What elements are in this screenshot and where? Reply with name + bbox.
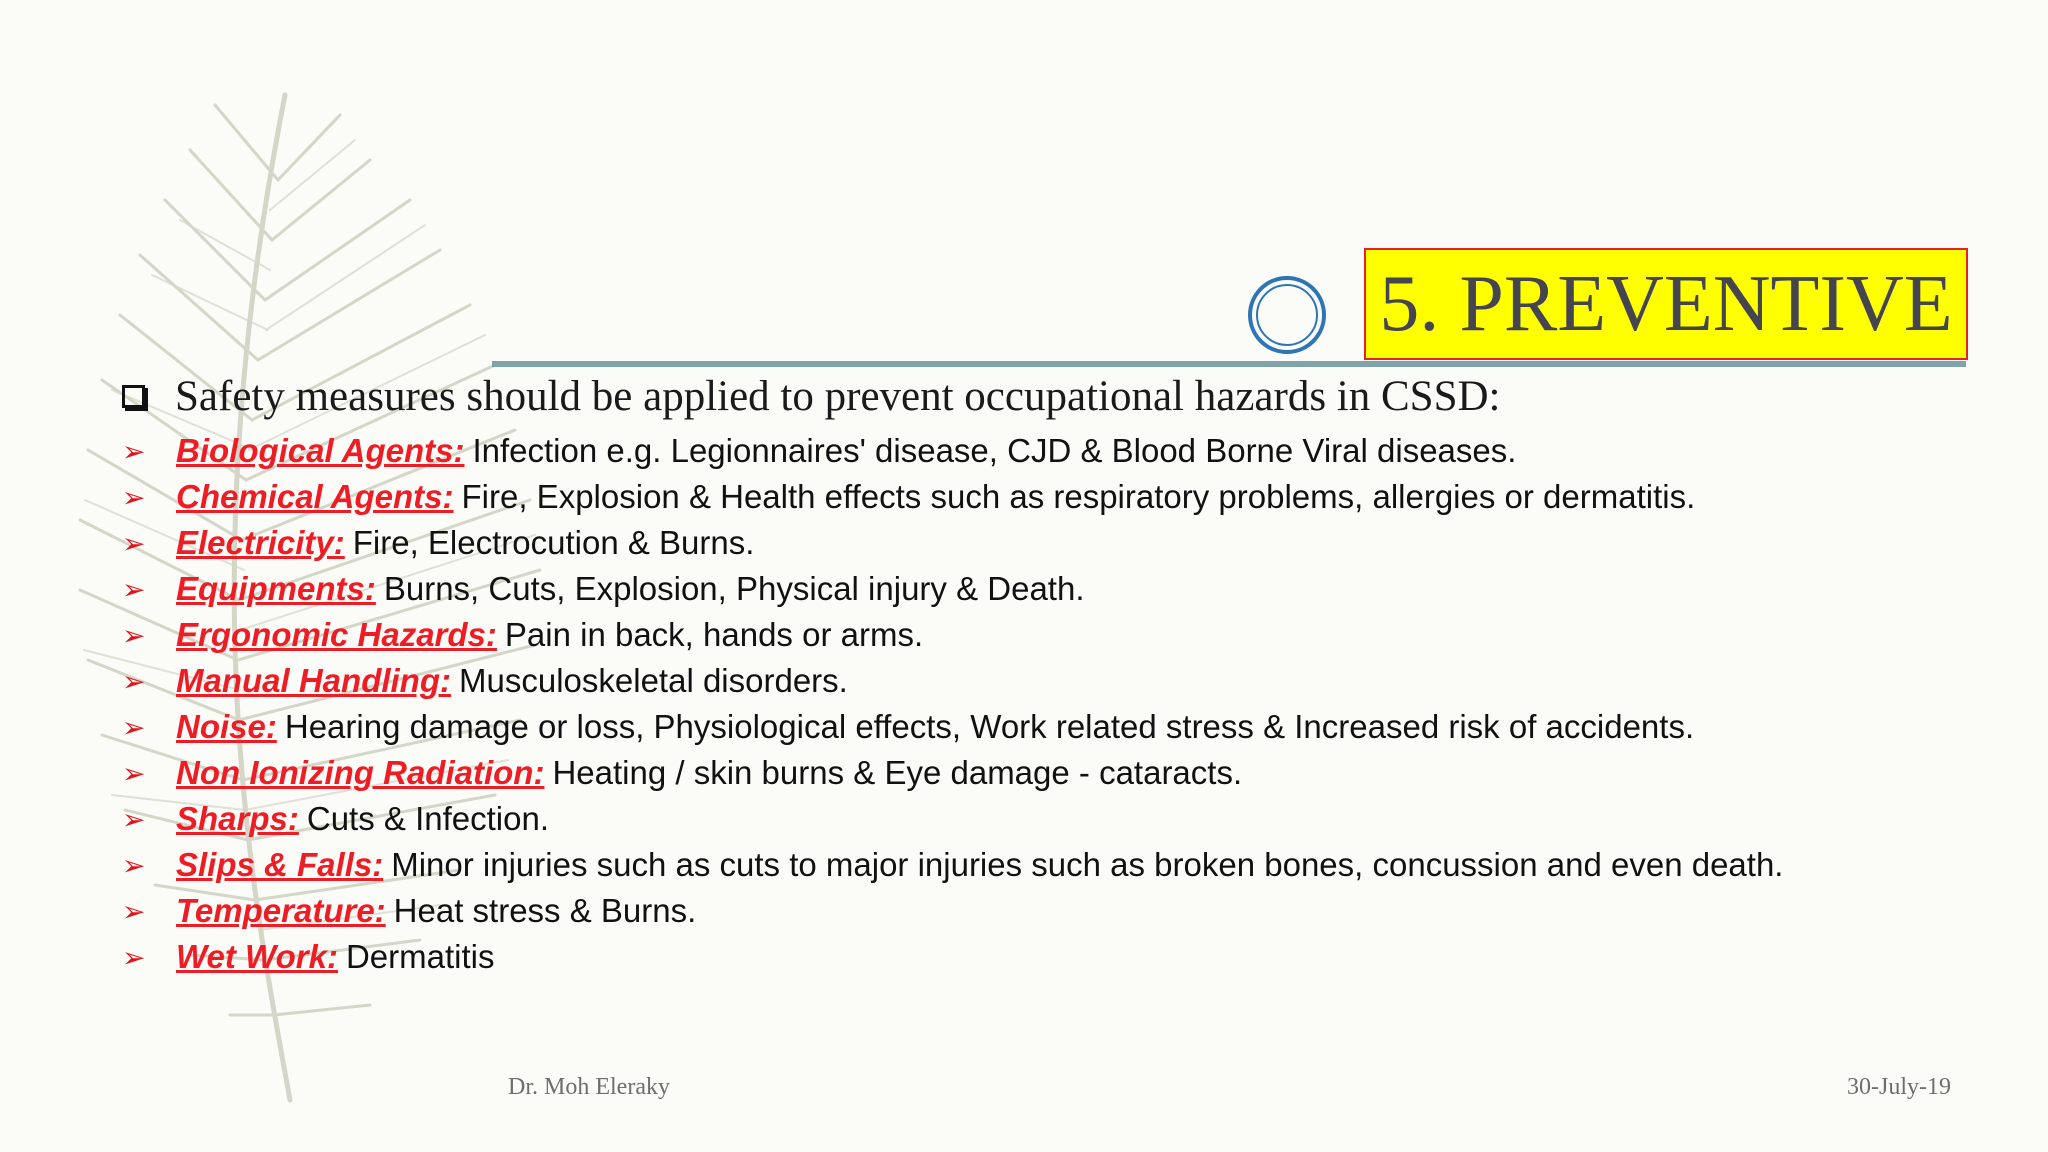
arrow-bullet-icon: ➢ — [122, 573, 146, 605]
hazard-term: Sharps: — [176, 800, 299, 837]
hazard-description: Hearing damage or loss, Physiological effects, Work related stress & Increased risk of accidents. — [284, 708, 1695, 745]
hazard-description: Fire, Electrocution & Burns. — [352, 524, 755, 561]
hazard-term: Non Ionizing Radiation: — [176, 754, 545, 791]
hazard-item — [122, 428, 1783, 474]
hazard-item — [122, 520, 1783, 566]
arrow-bullet-icon: ➢ — [122, 435, 146, 467]
hazard-item — [122, 474, 1783, 520]
hazard-description: Dermatitis — [345, 938, 495, 975]
hazard-list — [122, 428, 1783, 980]
intro-text: Safety measures should be applied to prevent occupational hazards in CSSD: — [175, 373, 1501, 420]
arrow-bullet-icon: ➢ — [122, 803, 146, 835]
intro-bullet — [122, 372, 1501, 421]
hazard-item — [122, 704, 1783, 750]
hazard-description: Cuts & Infection. — [306, 800, 549, 837]
hazard-term: Manual Handling: — [176, 662, 451, 699]
hazard-item — [122, 934, 1783, 980]
hazard-description: Minor injuries such as cuts to major injuries such as broken bones, concussion and even death. — [391, 846, 1784, 883]
arrow-bullet-icon: ➢ — [122, 711, 146, 743]
hazard-term: Chemical Agents: — [176, 478, 454, 515]
arrow-bullet-icon: ➢ — [122, 527, 146, 559]
hazard-item — [122, 888, 1783, 934]
hazard-item — [122, 842, 1783, 888]
hazard-item — [122, 750, 1783, 796]
hazard-item — [122, 612, 1783, 658]
footer-date: 30-July-19 — [1847, 1074, 1951, 1100]
title-underline-rule — [492, 361, 1966, 367]
hazard-description: Burns, Cuts, Explosion, Physical injury & Death. — [383, 570, 1085, 607]
slide-title: 5. PREVENTIVE — [1364, 248, 1968, 360]
hazard-description: Musculoskeletal disorders. — [459, 662, 848, 699]
hazard-description: Infection e.g. Legionnaires' disease, CJD & Blood Borne Viral diseases. — [472, 432, 1517, 469]
hazard-term: Slips & Falls: — [176, 846, 384, 883]
arrow-bullet-icon: ➢ — [122, 849, 146, 881]
arrow-bullet-icon: ➢ — [122, 619, 146, 651]
footer-author: Dr. Moh Eleraky — [508, 1074, 670, 1100]
title-circle-ornament — [1248, 276, 1326, 354]
arrow-bullet-icon: ➢ — [122, 757, 146, 789]
hazard-term: Wet Work: — [176, 938, 338, 975]
hazard-term: Ergonomic Hazards: — [176, 616, 497, 653]
hazard-term: Electricity: — [176, 524, 345, 561]
hazard-description: Heating / skin burns & Eye damage - cataracts. — [552, 754, 1243, 791]
hazard-description: Pain in back, hands or arms. — [504, 616, 924, 653]
hazard-item — [122, 796, 1783, 842]
hazard-term: Biological Agents: — [176, 432, 465, 469]
hazard-term: Noise: — [176, 708, 277, 745]
hazard-term: Equipments: — [176, 570, 376, 607]
hazard-description: Heat stress & Burns. — [393, 892, 697, 929]
hazard-item — [122, 566, 1783, 612]
arrow-bullet-icon: ➢ — [122, 895, 146, 927]
hazard-term: Temperature: — [176, 892, 386, 929]
arrow-bullet-icon: ➢ — [122, 941, 146, 973]
hazard-item — [122, 658, 1783, 704]
checkbox-square-bullet-icon — [122, 385, 145, 408]
arrow-bullet-icon: ➢ — [122, 665, 146, 697]
arrow-bullet-icon: ➢ — [122, 481, 146, 513]
hazard-description: Fire, Explosion & Health effects such as respiratory problems, allergies or dermatitis. — [461, 478, 1696, 515]
